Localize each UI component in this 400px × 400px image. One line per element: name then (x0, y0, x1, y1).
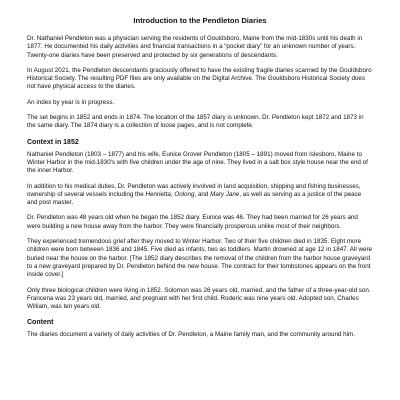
context-paragraph-4: They experienced tremendous grief after they moved to Winter Harbor. Two of their five children died in 1835. Eight more children were born between 1836 and 1845. Five died as infants, two as toddlers. Martin drowned at age 12 in 1847. All were buried near the house on the harbor. [The 1852 diary describes the removal of the children from the harbor house graveyard to a new graveyard prepared by Dr. Pendleton behind the new house. The contract for their tombstones appears on the front inside cover.] (27, 238, 373, 279)
intro-paragraph-1: Dr. Nathaniel Pendleton was a physician serving the residents of Gouldsboro, Maine from the mid-1830s until his death in 1877. He documented his daily activities and financial transactions in a “pocket diary” for an unknown number of years. Twenty-one diaries have been preserved and protected by six generations of descendants. (27, 35, 363, 59)
ship-name-henrietta: Henrietta (145, 190, 171, 198)
context-heading: Context in 1852 (27, 138, 79, 146)
intro-paragraph-3: An index by year is in progress. (27, 98, 115, 106)
context-p2-text-b: , as well as serving as a justice of the peace and post master. (27, 190, 362, 207)
ship-separator-2: , and (194, 190, 211, 198)
context-p2-text-a: In addition to his medical duties, Dr. Pendleton was actively involved in land acquisition, shipping and fishing businesses, ownership of several vessels including the (27, 182, 361, 198)
ship-separator-1: , (170, 190, 175, 198)
document-title: Introduction to the Pendleton Diaries (133, 16, 267, 25)
intro-paragraph-4: The set begins in 1852 and ends in 1874. The location of the 1857 diary is unknown. Dr. Pendleton kept 1872 and 1873 in the same diary. The 1874 diary is a collection of loose pages, and is not complete. (27, 114, 364, 130)
context-paragraph-1: Nathaniel Pendleton (1803 – 1877) and his wife, Eunice Grover Pendleton (1805 – 1891) moved from Islesboro, Maine to Winter Harbor in the mid-1830's with five children under the age of nine. They lived in a salt box style house near the end of the inner Harbor. (27, 150, 368, 175)
context-paragraph-5: Only three biological children were living in 1852. Solomon was 26 years old, married, and the father of a three-year-old son. Francena was 23 years old, married, and pregnant with her first child. Roderic was nine years old. Adopted son, Charles William, was ten years old. (27, 286, 371, 311)
ship-name-mary-jane: Mary Jane (210, 190, 240, 198)
context-paragraph-2 (27, 183, 373, 208)
intro-paragraph-2: In August 2021, the Pendleton descendants graciously offered to have the existing fragile diaries scanned by the Gouldsboro Historical Society. The resulting PDF files are only available on the Digital Archive. The Gouldsboro Historical Society does not have physical access to the diaries. (27, 66, 372, 91)
content-heading: Content (27, 319, 54, 327)
content-paragraph-1: The diaries document a variety of daily activities of Dr. Pendleton, a Maine family man, and the community around him. (27, 331, 355, 339)
ship-name-oolong: Oolong (174, 190, 195, 198)
context-paragraph-3: Dr. Pendleton was 48 years old when he began the 1852 diary. Eunice was 46. They had been married for 26 years and were building a new house away from the harbor. They were financially prosperous unlike most of their neighbors. (27, 214, 358, 230)
